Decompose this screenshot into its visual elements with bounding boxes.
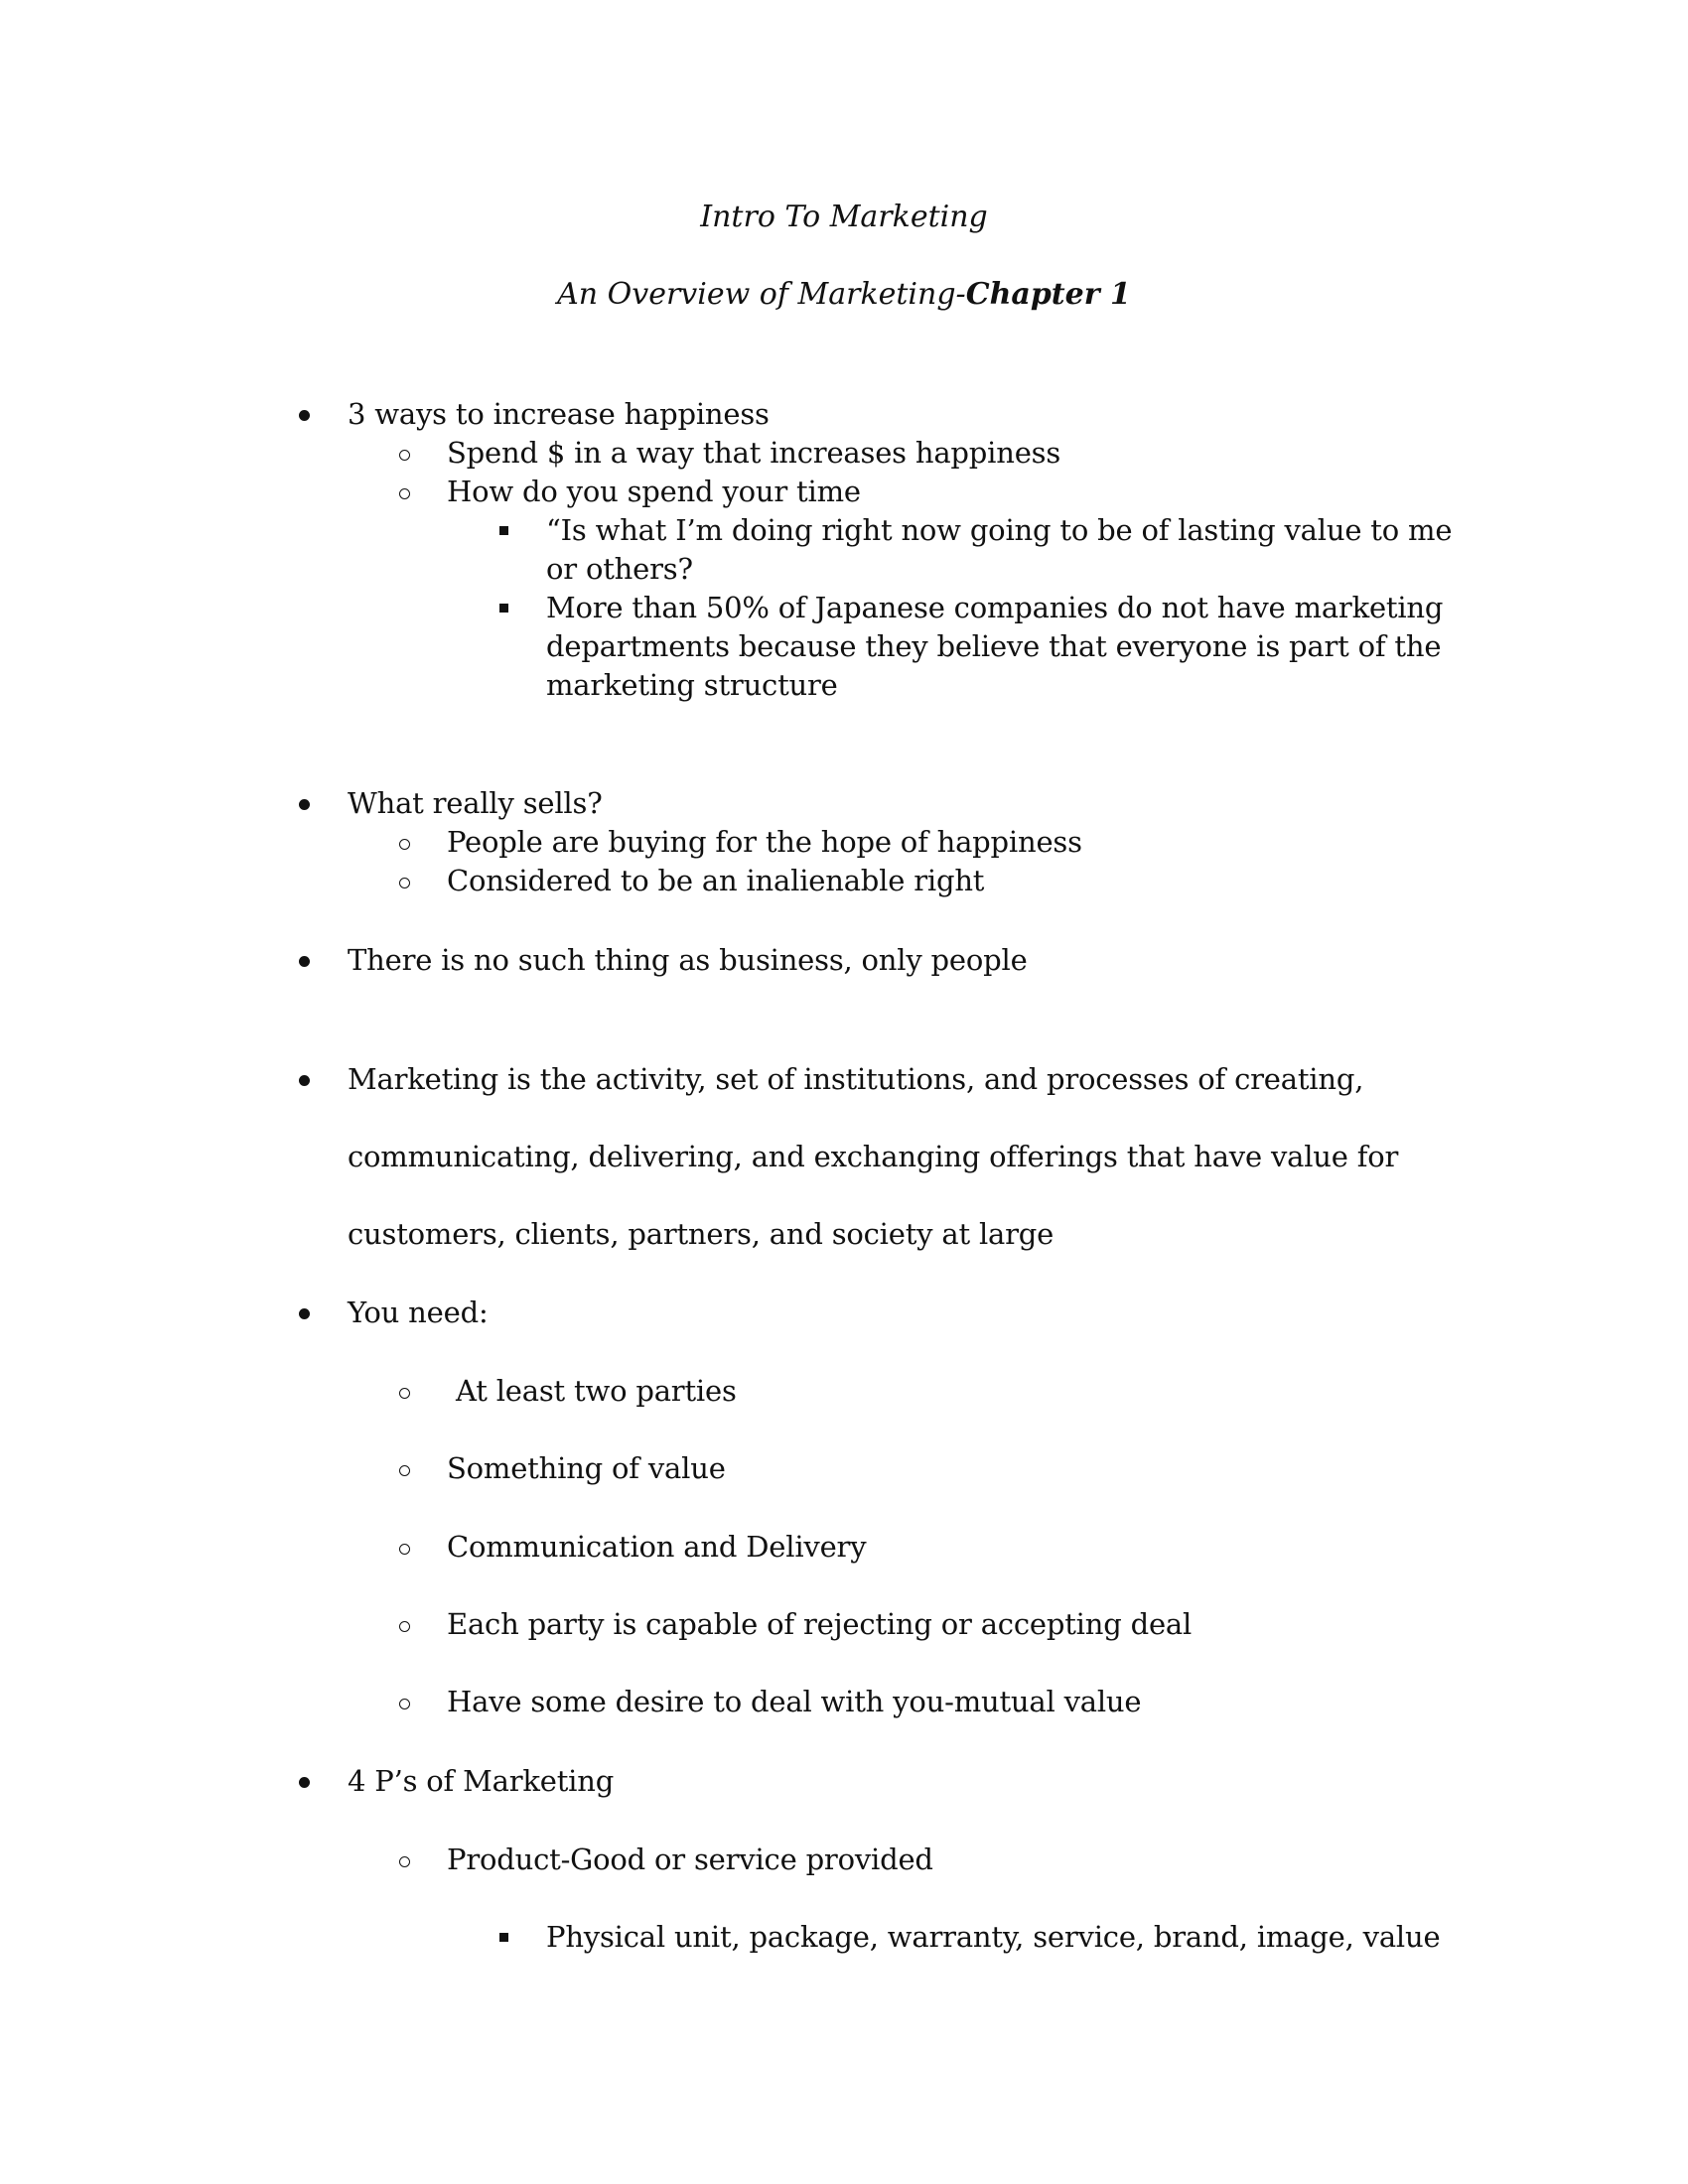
sub-sub-bullet-continuation: marketing structure (546, 668, 838, 702)
bullet-circle-icon (399, 450, 410, 461)
sub-sub-bullet-continuation: or others? (546, 552, 693, 586)
bullet-circle-icon (399, 1699, 410, 1709)
sub-sub-bullet-item: More than 50% of Japanese companies do not have marketing (546, 591, 1444, 624)
subtitle-italic: An Overview of Marketing- (557, 277, 966, 312)
sub-bullet-item: Something of value (447, 1451, 726, 1485)
sub-bullet-item: Spend $ in a way that increases happiness (447, 436, 1061, 470)
bullet-circle-icon (399, 878, 410, 888)
bullet-square-icon (499, 526, 508, 535)
document-title (0, 200, 1688, 234)
bullet-disc-icon (299, 1308, 310, 1319)
bullet-item: 4 P’s of Marketing (348, 1764, 615, 1798)
bullet-item: 3 ways to increase happiness (348, 397, 770, 431)
bullet-disc-icon (299, 799, 310, 810)
bullet-item: You need: (348, 1296, 489, 1329)
sub-bullet-item: Communication and Delivery (447, 1530, 867, 1564)
sub-sub-bullet-continuation: departments because they believe that everyone is part of the (546, 629, 1442, 663)
document-title-text: Intro To Marketing (700, 200, 988, 234)
document-subtitle (0, 277, 1688, 312)
sub-bullet-item: Have some desire to deal with you-mutual value (447, 1685, 1142, 1718)
sub-sub-bullet-item: “Is what I’m doing right now going to be of lasting value to me (546, 513, 1453, 547)
bullet-circle-icon (399, 488, 410, 499)
sub-bullet-item: People are buying for the hope of happiness (447, 825, 1082, 859)
bullet-square-icon (499, 1933, 508, 1942)
bullet-circle-icon (399, 839, 410, 850)
sub-bullet-item: Product-Good or service provided (447, 1843, 933, 1876)
bullet-continuation: customers, clients, partners, and society at large (348, 1217, 1055, 1251)
subtitle-chapter: Chapter 1 (965, 277, 1131, 312)
bullet-disc-icon (299, 1075, 310, 1086)
sub-bullet-item: Considered to be an inalienable right (447, 864, 985, 897)
bullet-item: There is no such thing as business, only people (348, 943, 1028, 977)
sub-bullet-item: How do you spend your time (447, 475, 861, 508)
sub-bullet-item: At least two parties (447, 1374, 737, 1408)
bullet-continuation: communicating, delivering, and exchanging offerings that have value for (348, 1140, 1399, 1173)
bullet-disc-icon (299, 956, 310, 967)
bullet-square-icon (499, 604, 508, 613)
bullet-item: What really sells? (348, 786, 603, 820)
bullet-circle-icon (399, 1388, 410, 1399)
bullet-circle-icon (399, 1465, 410, 1476)
bullet-circle-icon (399, 1544, 410, 1555)
bullet-item: Marketing is the activity, set of institutions, and processes of creating, (348, 1062, 1364, 1096)
bullet-circle-icon (399, 1621, 410, 1632)
bullet-circle-icon (399, 1856, 410, 1867)
bullet-disc-icon (299, 1777, 310, 1788)
bullet-disc-icon (299, 410, 310, 421)
sub-sub-bullet-item: Physical unit, package, warranty, service, brand, image, value (546, 1920, 1441, 1954)
sub-bullet-item: Each party is capable of rejecting or accepting deal (447, 1607, 1193, 1641)
